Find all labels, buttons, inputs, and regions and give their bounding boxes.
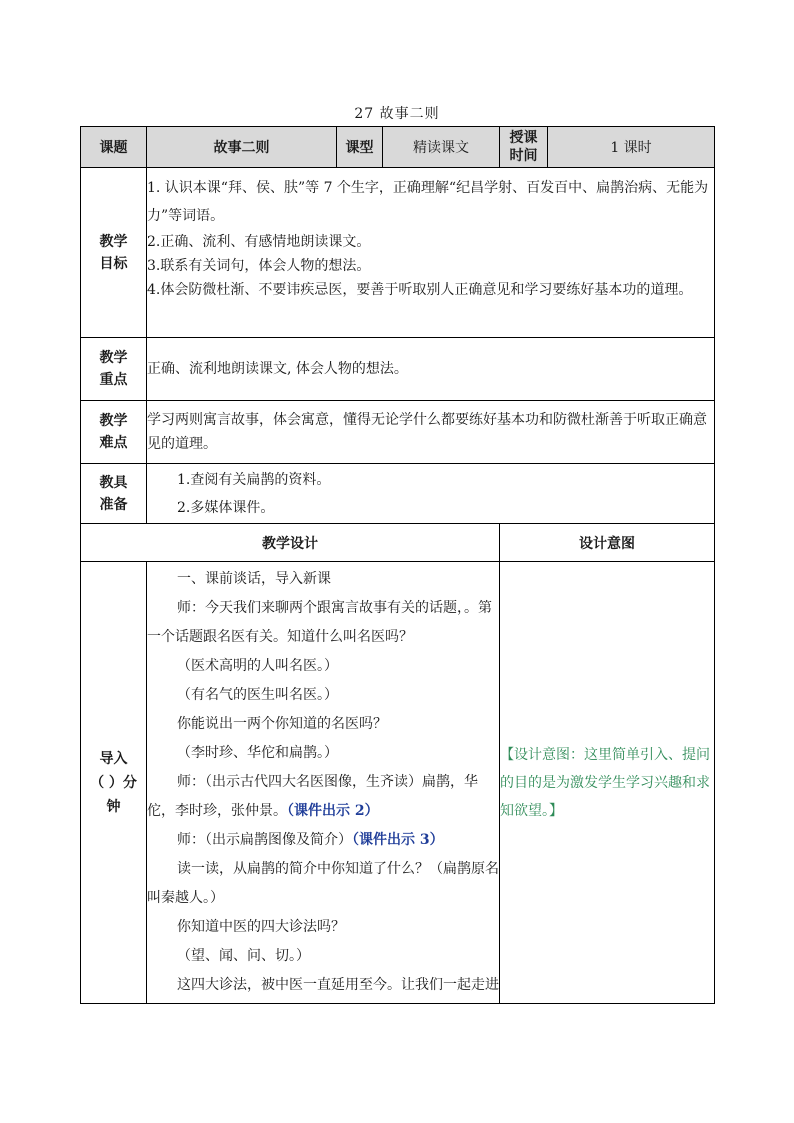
lesson-plan-table bbox=[80, 126, 715, 1004]
design-line: 你知道中医的四大诊法吗？ bbox=[177, 919, 345, 935]
difficulty-label-2: 难点 bbox=[99, 435, 128, 451]
design-line: （有名气的医生叫名医。） bbox=[177, 687, 338, 703]
design-content bbox=[147, 562, 500, 1004]
focus-label bbox=[81, 338, 147, 401]
tool-item: 1.查阅有关扁鹊的资料。 bbox=[177, 471, 331, 488]
difficulty-row bbox=[81, 401, 715, 464]
tools-label-1: 教具 bbox=[99, 474, 128, 491]
label-time-line-1: 授课 bbox=[509, 130, 538, 146]
type-value: 精读课文 bbox=[383, 127, 500, 168]
design-line: （医术高明的人叫名医。） bbox=[177, 658, 338, 674]
intent-content: 【设计意图：这里简单引入、提问的目的是为激发学生学习兴趣和求知欲望。】 bbox=[500, 562, 715, 1004]
stage-label-3: 钟 bbox=[106, 798, 121, 815]
stage-label-2: （ ）分 bbox=[90, 774, 137, 791]
design-line-text: 师：（出示扁鹊图像及简介） bbox=[177, 832, 352, 848]
tools-label bbox=[81, 464, 147, 524]
design-line-text: 师：（出示古代四大名医图像，生齐读）扁鹊，华佗，李时珍，张仲景。 bbox=[147, 774, 478, 819]
stage-label bbox=[81, 562, 147, 1004]
stage-label-1: 导入 bbox=[99, 750, 128, 767]
design-line: 师：今天我们来聊两个跟寓言故事有关的话题，。第一个话题跟名医有关。知道什么叫名医吗？ bbox=[147, 600, 492, 645]
label-time bbox=[500, 127, 548, 168]
header-row bbox=[81, 127, 715, 168]
page-title: 27 故事二则 bbox=[354, 106, 440, 122]
goal-item: 4.体会防微杜渐、不要讳疾忌医，要善于听取别人正确意见和学习要练好基本功的道理。 bbox=[147, 282, 693, 298]
focus-label-2: 重点 bbox=[99, 372, 128, 388]
label-topic: 课题 bbox=[81, 127, 147, 168]
difficulty-content: 学习两则寓言故事，体会寓意，懂得无论学什么都要练好基本功和防微杜渐善于听取正确意见的道理。 bbox=[147, 401, 715, 464]
design-line bbox=[147, 768, 499, 826]
design-line: 你能说出一两个你知道的名医吗？ bbox=[177, 716, 387, 732]
goals-label-1: 教学 bbox=[99, 233, 128, 250]
tools-row bbox=[81, 464, 715, 524]
tools-content bbox=[147, 464, 715, 524]
duration-value: 1 课时 bbox=[548, 127, 715, 168]
difficulty-label-1: 教学 bbox=[99, 413, 128, 429]
topic-value: 故事二则 bbox=[147, 127, 337, 168]
courseware-ref: （课件出示 2） bbox=[287, 803, 379, 819]
design-header: 教学设计 bbox=[81, 524, 500, 562]
design-line: 这四大诊法，被中医一直延用至今。让我们一起走进 bbox=[177, 977, 499, 993]
focus-content: 正确、流利地朗读课文, 体会人物的想法。 bbox=[147, 338, 715, 401]
focus-label-1: 教学 bbox=[99, 350, 128, 366]
design-line: 读一读，从扁鹊的简介中你知道了什么？（扁鹊原名叫秦越人。） bbox=[147, 861, 499, 906]
goals-content bbox=[147, 168, 715, 338]
design-body-row bbox=[81, 562, 715, 1004]
label-type: 课型 bbox=[337, 127, 383, 168]
design-line: （李时珍、华佗和扁鹊。） bbox=[177, 745, 338, 761]
design-line bbox=[147, 826, 499, 855]
design-header-row bbox=[81, 524, 715, 562]
design-line: （望、闻、问、切。） bbox=[177, 948, 310, 964]
goal-item: 2.正确、流利、有感情地朗读课文。 bbox=[147, 234, 371, 250]
difficulty-label bbox=[81, 401, 147, 464]
design-line: 一、课前谈话，导入新课 bbox=[177, 571, 331, 587]
goal-item: 3.联系有关词句，体会人物的想法。 bbox=[147, 258, 371, 274]
goals-label bbox=[81, 168, 147, 338]
focus-row bbox=[81, 338, 715, 401]
courseware-ref: （课件出示 3） bbox=[352, 832, 444, 848]
tools-label-2: 准备 bbox=[99, 496, 128, 513]
goals-row bbox=[81, 168, 715, 338]
intent-header: 设计意图 bbox=[500, 524, 715, 562]
label-time-line-2: 时间 bbox=[509, 148, 538, 164]
goal-item: 1. 认识本课“拜、侯、肤”等 7 个生字，正确理解“纪昌学射、百发百中、扁鹊治病、无能为力”等词语。 bbox=[147, 180, 709, 224]
goals-label-2: 目标 bbox=[99, 255, 128, 272]
tool-item: 2.多媒体课件。 bbox=[177, 499, 275, 516]
